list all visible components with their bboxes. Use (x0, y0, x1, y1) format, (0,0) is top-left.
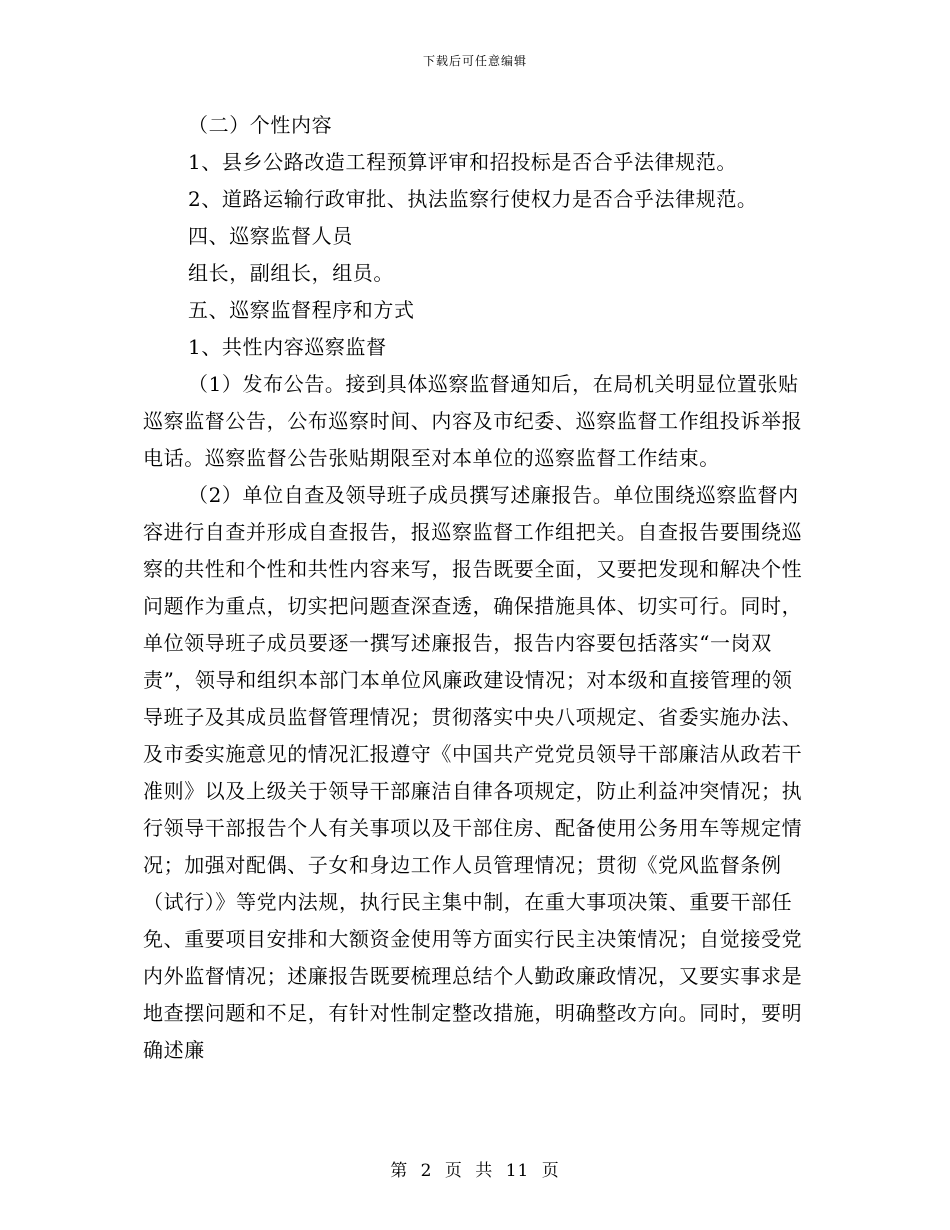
paragraph-personnel: 组长，副组长，组员。 (188, 261, 394, 285)
section-heading-personnel: 四、巡察监督人员 (188, 224, 353, 248)
paragraph-item-2: 2、道路运输行政审批、执法监察行使权力是否合乎法律规范。 (188, 187, 758, 211)
paragraph-self-inspection: （2）单位自查及领导班子成员撰写述廉报告。单位围绕巡察监督内容进行自查并形成自查报告，报巡察监督工作组把关。自查报告要围绕巡察的共性和个性和共性内容来写，报告既要全面，又要把发现和解决个性问题作为重点，切实把问题查深查透，确保措施具体、切实可行。同时，单位领导班子成员要逐一撰写述廉报告，报告内容要包括落实“一岗双责”，领导和组织本部门本单位风廉政建设情况；对本级和直接管理的领导班子及其成员监督管理情况；贯彻落实中央八项规定、省委实施办法、及市委实施意见的情况汇报遵守《中国共产党党员领导干部廉洁从政若干准则》以及上级关于领导干部廉洁自律各项规定，防止利益冲突情况；执行领导干部报告个人有关事项以及干部住房、配备使用公务用车等规定情况；加强对配偶、子女和身边工作人员管理情况；贯彻《党风监督条例（试行）》等党内法规，执行民主集中制，在重大事项决策、重要干部任免、重要项目安排和大额资金使用等方面实行民主决策情况；自觉接受党内外监督情况；述廉报告既要梳理总结个人勤政廉政情况，又要实事求是地查摆问题和不足，有针对性制定整改措施，明确整改方向。同时，要明确述廉 (143, 483, 803, 1062)
document-body (143, 107, 813, 1069)
section-heading-procedure: 五、巡察监督程序和方式 (188, 298, 415, 322)
subheading-common-content: 1、共性内容巡察监督 (188, 335, 387, 359)
paragraph-announcement: （1）发布公告。接到具体巡察监督通知后，在局机关明显位置张贴巡察监督公告，公布巡察时间、内容及市纪委、巡察监督工作组投诉举报电话。巡察监督公告张贴期限至对本单位的巡察监督工作结束。 (143, 372, 803, 470)
page-footer: 第 2 页 共 11 页 (390, 1161, 560, 1181)
page-header: 下载后可任意编辑 (422, 54, 527, 68)
paragraph-item-1: 1、县乡公路改造工程预算评审和招投标是否合乎法律规范。 (188, 150, 737, 174)
section-heading-personal-content: （二）个性内容 (188, 113, 333, 137)
